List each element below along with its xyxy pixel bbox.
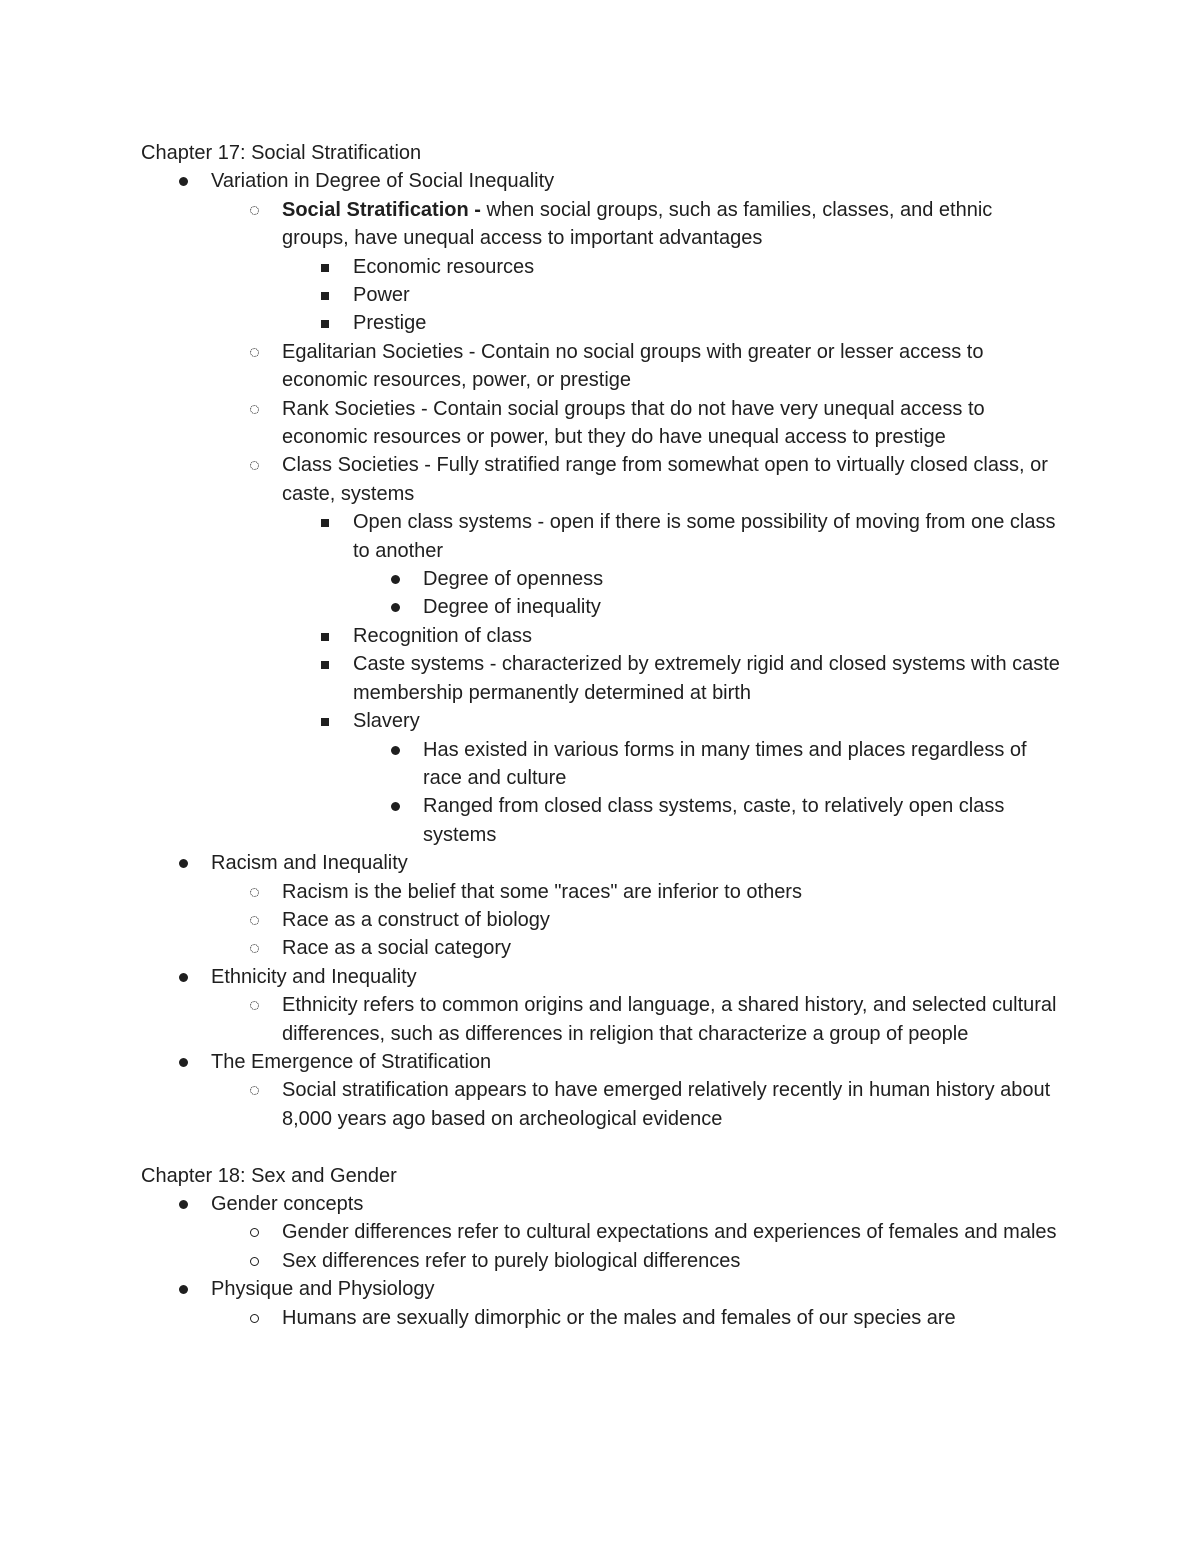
list-item-variation [0, 167, 1061, 195]
list-item-text: Caste systems - characterized by extremely rigid and closed systems with caste membership permanently determined at birth [353, 653, 1060, 704]
bullet-dotted-circle-icon [246, 338, 266, 366]
list-item-physique [0, 1275, 1061, 1303]
bullet-dot-icon [387, 593, 407, 621]
list-item-race-biology [0, 906, 1062, 934]
term-social-stratification: Social Stratification - [282, 198, 487, 221]
bullet-square-icon [316, 707, 336, 735]
list-item-text: Rank Societies - Contain social groups that do not have very unequal access to economic resources or power, but they do have unequal access to prestige [282, 397, 985, 449]
list-item-slavery [0, 707, 1063, 735]
list-item-slavery-existed [0, 736, 1063, 793]
list-item-caste [0, 650, 1063, 707]
bullet-dot-icon [175, 1190, 195, 1218]
list-item-slavery-ranged [0, 792, 1063, 849]
list-item-text: The Emergence of Stratification [211, 1050, 492, 1073]
list-item-text: Gender concepts [211, 1192, 364, 1215]
list-item-text: Sex differences refer to purely biological differences [282, 1249, 741, 1272]
list-item-egalitarian [0, 338, 1062, 395]
bullet-dot-icon [175, 1048, 195, 1076]
list-item-text: Racism and Inequality [211, 852, 408, 875]
list-item-gender-differences [0, 1218, 1062, 1246]
bullet-dotted-circle-icon [246, 906, 266, 934]
bullet-square-icon [316, 650, 336, 678]
list-item-text: Racism is the belief that some "races" are inferior to others [282, 880, 802, 903]
bullet-dot-icon [175, 849, 195, 877]
bullet-dotted-circle-icon [246, 934, 266, 962]
list-item-degree-inequality [0, 593, 1063, 621]
bullet-dotted-circle-icon [246, 1076, 266, 1104]
list-item-text: Ethnicity and Inequality [211, 965, 417, 988]
list-item-text: Gender differences refer to cultural expectations and experiences of females and males [282, 1221, 1057, 1244]
list-item-text: Race as a construct of biology [282, 908, 550, 931]
list-item-power [0, 281, 1063, 309]
list-item-racism-belief [0, 878, 1062, 906]
list-item-rank [0, 395, 1062, 452]
list-item-text: Has existed in various forms in many times and places regardless of race and culture [423, 738, 1027, 789]
bullet-dot-icon [175, 167, 195, 195]
list-item-text: Variation in Degree of Social Inequality [211, 170, 555, 193]
list-item-emergence-detail [0, 1076, 1062, 1133]
list-item-text: Race as a social category [282, 937, 512, 960]
list-item-race-social [0, 934, 1062, 962]
list-item-text: Degree of openness [423, 568, 604, 591]
list-item-text: Slavery [353, 710, 420, 733]
list-item-class-societies [0, 451, 1062, 508]
list-item-text: Class Societies - Fully stratified range from somewhat open to virtually closed class, or caste, systems [282, 454, 1048, 505]
list-item-text: Recognition of class [353, 624, 532, 647]
list-item-ethnicity [0, 963, 1061, 991]
list-item-text: Humans are sexually dimorphic or the males and females of our species are [282, 1306, 956, 1329]
bullet-dot-icon [175, 963, 195, 991]
bullet-circle-icon [246, 1218, 266, 1246]
bullet-dotted-circle-icon [246, 395, 266, 423]
chapter-18-heading: Chapter 18: Sex and Gender [141, 1164, 397, 1187]
document-page [0, 139, 1200, 1332]
bullet-dot-icon [387, 736, 407, 764]
list-item-sex-differences [0, 1247, 1062, 1275]
bullet-dot-icon [387, 792, 407, 820]
bullet-dotted-circle-icon [246, 451, 266, 479]
bullet-square-icon [316, 309, 336, 337]
list-item-text: Egalitarian Societies - Contain no social groups with greater or lesser access to economic resources, power, or prestige [282, 340, 984, 392]
list-item-dimorphic [0, 1304, 1062, 1332]
bullet-circle-icon [246, 1304, 266, 1332]
list-item-recognition [0, 622, 1063, 650]
list-item-gender-concepts [0, 1190, 1061, 1218]
bullet-square-icon [316, 622, 336, 650]
list-item-emergence [0, 1048, 1061, 1076]
list-item-open-class [0, 508, 1063, 565]
bullet-dotted-circle-icon [246, 196, 266, 224]
list-item-text: Degree of inequality [423, 596, 601, 619]
list-item-text: Physique and Physiology [211, 1278, 435, 1301]
list-item-text: Prestige [353, 312, 427, 335]
bullet-dot-icon [387, 565, 407, 593]
bullet-dotted-circle-icon [246, 991, 266, 1019]
definition-social-stratification: when social groups, such as families, classes, and ethnic groups, have unequal access to important advantages [282, 198, 993, 250]
list-item-degree-openness [0, 565, 1063, 593]
list-item-text: Power [353, 284, 410, 307]
list-item-prestige [0, 309, 1063, 337]
list-item-ethnicity-definition [0, 991, 1062, 1048]
bullet-dot-icon [175, 1275, 195, 1303]
bullet-square-icon [316, 508, 336, 536]
chapter-17-heading: Chapter 17: Social Stratification [141, 142, 422, 164]
list-item-text: Economic resources [353, 255, 535, 278]
list-item-social-stratification [0, 196, 1062, 253]
list-item-text: Ranged from closed class systems, caste, to relatively open class systems [423, 795, 1005, 846]
paragraph-gap [0, 1133, 1200, 1161]
bullet-circle-icon [246, 1247, 266, 1275]
list-item-economic-resources [0, 253, 1063, 281]
list-item-text: Open class systems - open if there is some possibility of moving from one class to another [353, 511, 1056, 562]
list-item-text: Social stratification appears to have emerged relatively recently in human history about 8,000 years ago based on archeological evidence [282, 1079, 1051, 1130]
bullet-square-icon [316, 281, 336, 309]
list-item-racism [0, 849, 1061, 877]
bullet-dotted-circle-icon [246, 878, 266, 906]
list-item-text: Ethnicity refers to common origins and language, a shared history, and selected cultural differences, such as differences in religion that characterize a group of people [282, 994, 1057, 1045]
bullet-square-icon [316, 253, 336, 281]
